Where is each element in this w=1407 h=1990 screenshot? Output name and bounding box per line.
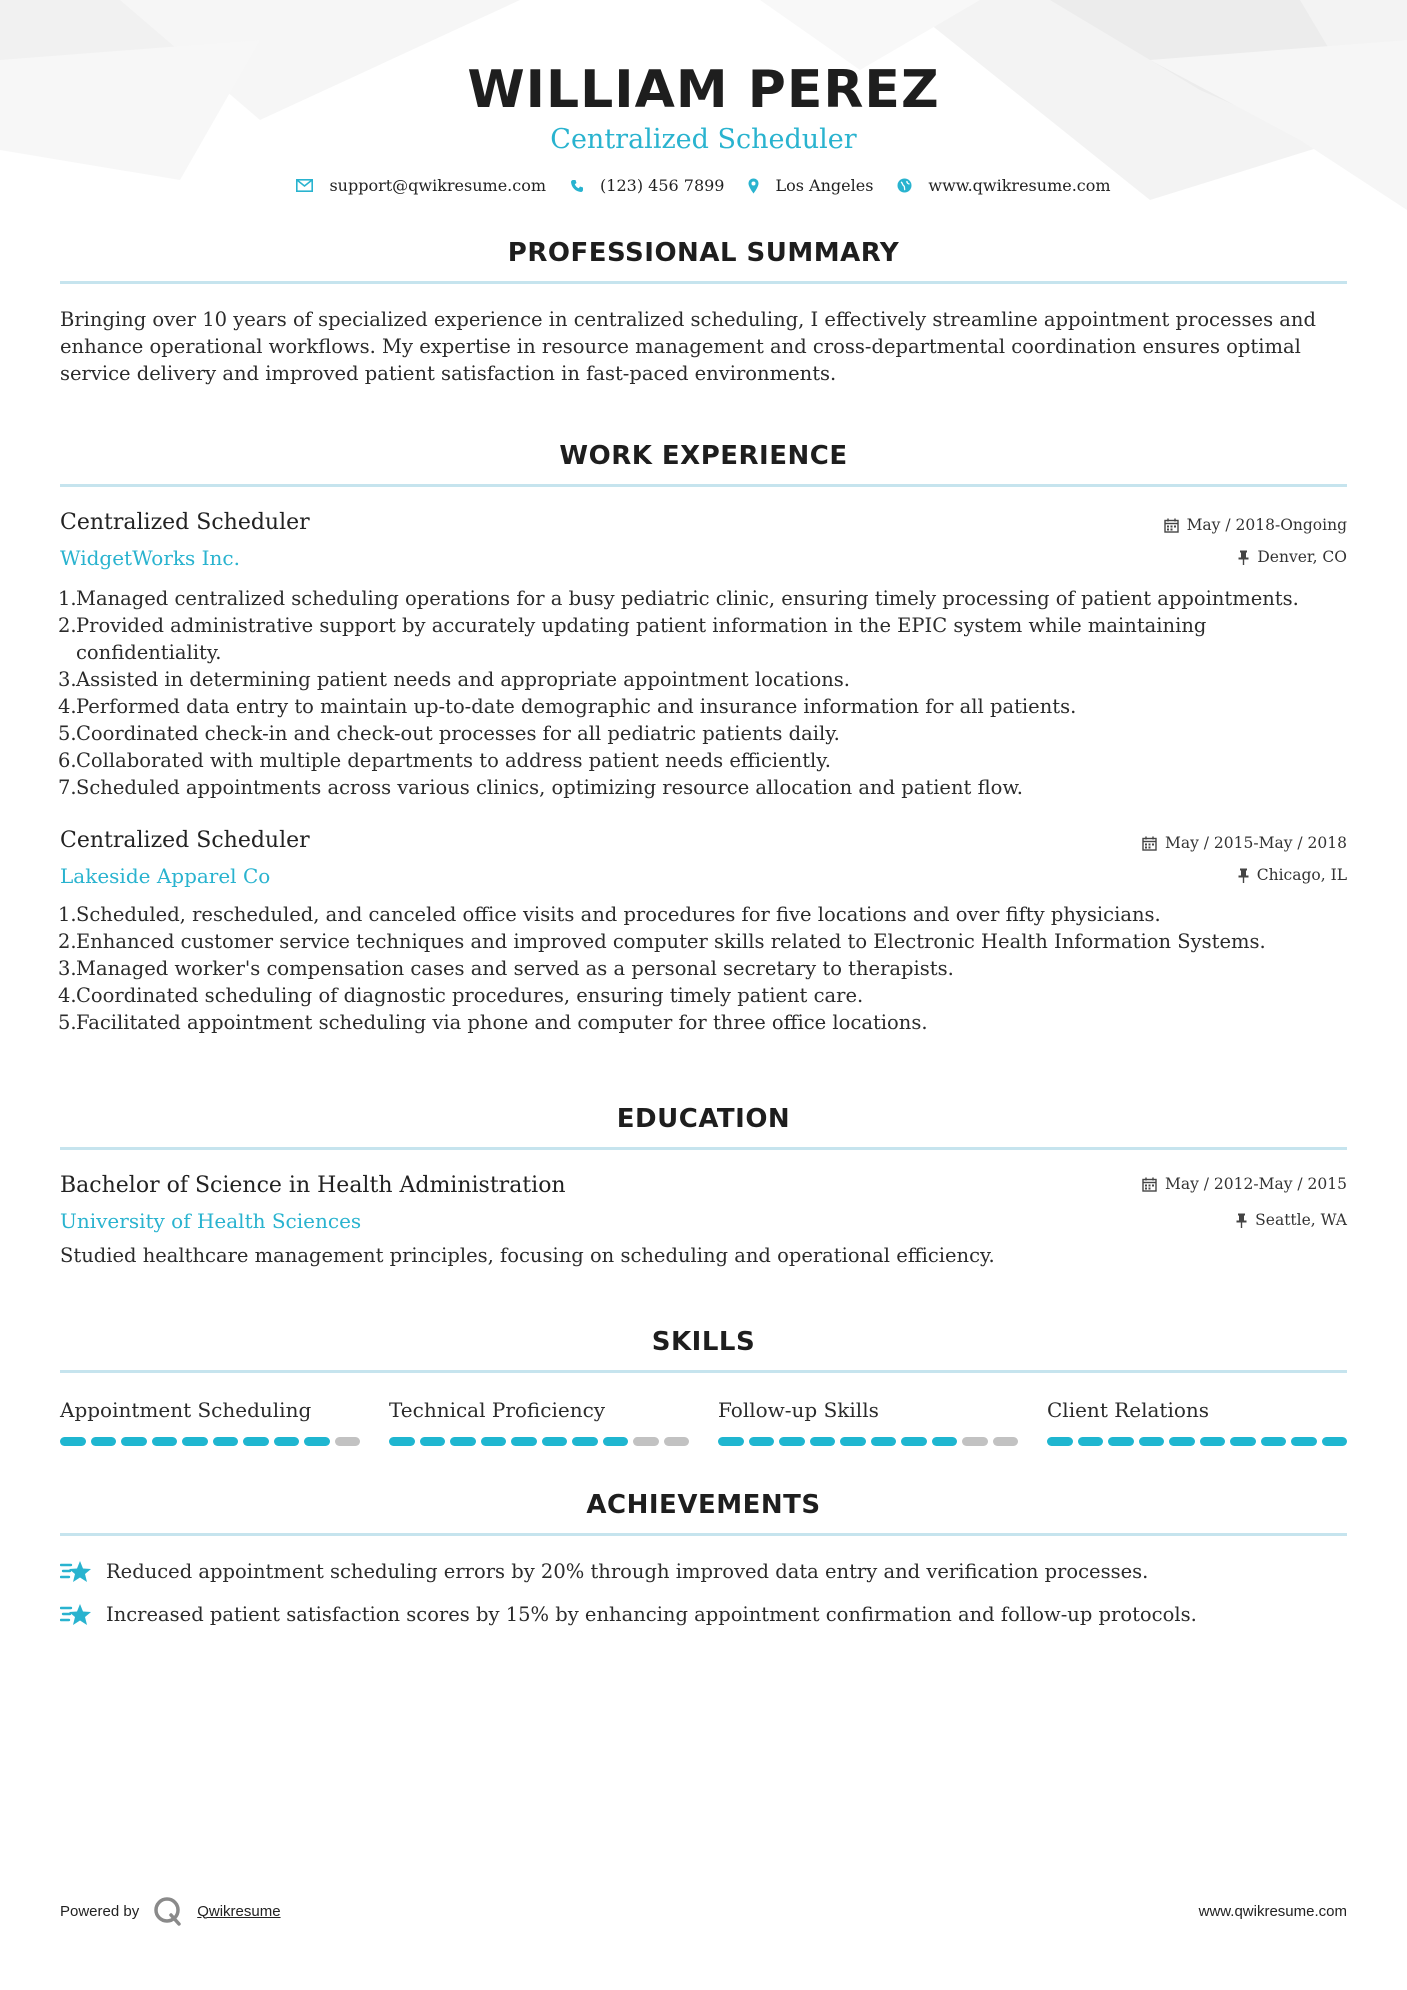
achievement-text: Reduced appointment scheduling errors by 20% through improved data entry and verification processes. xyxy=(106,1560,1149,1583)
summary-text: Bringing over 10 years of specialized experience in centralized scheduling, I effectively streamline appointment processes and enhance operational workflows. My expertise in resource management and cross-departmental coordination ensures optimal service delivery and improved patient satisfaction in fast-paced environments. xyxy=(60,308,1316,385)
list-item: 7. Scheduled appointments across various clinics, optimizing resource allocation and patient flow. xyxy=(58,776,1023,799)
calendar-icon xyxy=(1142,836,1157,851)
skill-rating xyxy=(718,1437,1018,1446)
skill-rating xyxy=(60,1437,360,1446)
skill-dot-empty xyxy=(633,1437,659,1446)
job-company: WidgetWorks Inc. xyxy=(60,546,240,570)
skill-item xyxy=(60,1397,360,1446)
skill-dot-filled xyxy=(152,1437,178,1446)
skill-dot-filled xyxy=(1230,1437,1256,1446)
contact-location xyxy=(748,176,873,195)
list-item: 4. Performed data entry to maintain up-to-date demographic and insurance information for all patients. xyxy=(58,695,1077,718)
section-divider xyxy=(60,1533,1347,1536)
pushpin-icon xyxy=(1238,550,1249,565)
calendar-icon xyxy=(1164,518,1179,533)
job-company: Lakeside Apparel Co xyxy=(60,864,271,888)
skill-dot-filled xyxy=(60,1437,86,1446)
degree-title: Bachelor of Science in Health Administration xyxy=(60,1173,566,1198)
skill-dot-filled xyxy=(572,1437,598,1446)
skill-item xyxy=(1047,1397,1347,1446)
list-item: 3. Assisted in determining patient needs and appropriate appointment locations. xyxy=(58,668,850,691)
job-meta xyxy=(1142,827,1347,886)
job-title: Centralized Scheduler xyxy=(60,510,310,535)
skill-dot-filled xyxy=(840,1437,866,1446)
skill-dot-filled xyxy=(1078,1437,1104,1446)
job-bullets xyxy=(60,901,1347,1036)
skill-dot-filled xyxy=(213,1437,239,1446)
skill-dot-filled xyxy=(511,1437,537,1446)
job-entry xyxy=(60,509,1347,801)
skill-dot-filled xyxy=(901,1437,927,1446)
skill-dot-filled xyxy=(481,1437,507,1446)
skill-dot-filled xyxy=(1200,1437,1226,1446)
school-name: University of Health Sciences xyxy=(60,1209,362,1233)
map-pin-icon xyxy=(748,178,759,194)
skill-dot-filled xyxy=(1322,1437,1348,1446)
education-heading: EDUCATION xyxy=(616,1104,791,1134)
list-item: 4. Coordinated scheduling of diagnostic procedures, ensuring timely patient care. xyxy=(58,984,864,1007)
contact-bar xyxy=(60,176,1347,195)
footer-website[interactable]: www.qwikresume.com xyxy=(1198,1902,1347,1920)
contact-email-text: support@qwikresume.com xyxy=(329,176,547,195)
envelope-icon xyxy=(296,179,313,192)
skills-section xyxy=(60,1327,1347,1446)
skill-dot-filled xyxy=(603,1437,629,1446)
skill-name: Technical Proficiency xyxy=(389,1398,606,1422)
candidate-name: WILLIAM PEREZ xyxy=(467,60,940,120)
experience-heading: WORK EXPERIENCE xyxy=(559,441,848,471)
experience-section xyxy=(60,441,1347,1036)
skills-list xyxy=(60,1397,1347,1446)
star-icon xyxy=(60,1602,92,1628)
skill-dot-filled xyxy=(810,1437,836,1446)
skill-name: Follow-up Skills xyxy=(718,1398,879,1422)
job-location: Denver, CO xyxy=(1257,548,1347,566)
skill-dot-filled xyxy=(91,1437,117,1446)
job-location: Chicago, IL xyxy=(1256,866,1347,884)
star-icon xyxy=(60,1559,92,1585)
contact-phone[interactable] xyxy=(570,176,724,195)
resume-header xyxy=(60,0,1347,195)
skill-dot-filled xyxy=(450,1437,476,1446)
contact-location-text: Los Angeles xyxy=(775,176,874,195)
contact-phone-text: (123) 456 7899 xyxy=(600,176,725,195)
list-item: 2. Provided administrative support by accurately updating patient information in the EPIC system while maintaining confidentiality. xyxy=(58,614,1207,664)
skill-dot-filled xyxy=(1139,1437,1165,1446)
list-item: 5. Coordinated check-in and check-out processes for all pediatric patients daily. xyxy=(58,722,840,745)
pushpin-icon xyxy=(1236,1213,1247,1228)
skill-dot-filled xyxy=(274,1437,300,1446)
skill-dot-filled xyxy=(779,1437,805,1446)
skill-dot-filled xyxy=(304,1437,330,1446)
achievements-heading: ACHIEVEMENTS xyxy=(586,1490,821,1520)
skill-dot-filled xyxy=(1261,1437,1287,1446)
skill-dot-empty xyxy=(962,1437,988,1446)
skill-rating xyxy=(389,1437,689,1446)
achievement-item xyxy=(60,1601,1347,1628)
section-divider xyxy=(60,281,1347,284)
contact-website[interactable] xyxy=(897,176,1110,195)
skill-dot-filled xyxy=(871,1437,897,1446)
skill-name: Appointment Scheduling xyxy=(60,1398,312,1422)
powered-by-label: Powered by xyxy=(60,1902,140,1920)
skill-dot-empty xyxy=(335,1437,361,1446)
list-item: 5. Facilitated appointment scheduling via phone and computer for three office locations. xyxy=(58,1011,928,1034)
list-item: 2. Enhanced customer service techniques and improved computer skills related to Electronic Health Information Systems. xyxy=(58,930,1266,953)
achievement-text: Increased patient satisfaction scores by 15% by enhancing appointment confirmation and follow-up protocols. xyxy=(106,1603,1197,1626)
job-meta xyxy=(1164,509,1347,568)
job-title: Centralized Scheduler xyxy=(60,828,310,853)
achievements-section xyxy=(60,1490,1347,1628)
achievement-item xyxy=(60,1558,1347,1585)
education-section xyxy=(60,1104,1347,1269)
education-location: Seattle, WA xyxy=(1255,1211,1347,1229)
skill-dot-filled xyxy=(420,1437,446,1446)
skill-dot-filled xyxy=(1291,1437,1317,1446)
list-item: 1. Scheduled, rescheduled, and canceled office visits and procedures for five locations and over fifty physicians. xyxy=(58,903,1161,926)
page-footer xyxy=(60,1896,1347,1926)
education-dates: May / 2012-May / 2015 xyxy=(1164,1175,1347,1193)
summary-section xyxy=(60,238,1347,387)
qwikresume-logo-icon xyxy=(153,1896,183,1926)
contact-email[interactable] xyxy=(296,176,546,195)
skill-dot-empty xyxy=(993,1437,1019,1446)
candidate-role: Centralized Scheduler xyxy=(550,124,857,155)
skill-dot-filled xyxy=(1047,1437,1073,1446)
skill-dot-filled xyxy=(749,1437,775,1446)
job-bullets xyxy=(60,585,1347,801)
skill-dot-filled xyxy=(1108,1437,1134,1446)
education-description: Studied healthcare management principles, focusing on scheduling and operational efficiency. xyxy=(60,1244,995,1267)
skill-dot-filled xyxy=(121,1437,147,1446)
skill-dot-filled xyxy=(389,1437,415,1446)
skill-dot-filled xyxy=(182,1437,208,1446)
skills-heading: SKILLS xyxy=(651,1327,756,1357)
section-divider xyxy=(60,1147,1347,1150)
education-meta xyxy=(1142,1172,1347,1231)
pushpin-icon xyxy=(1238,868,1249,883)
skill-item xyxy=(718,1397,1018,1446)
list-item: 6. Collaborated with multiple departments to address patient needs efficiently. xyxy=(58,749,831,772)
brand-link[interactable]: Qwikresume xyxy=(197,1902,281,1920)
globe-icon xyxy=(897,178,912,193)
job-dates: May / 2015-May / 2018 xyxy=(1164,834,1347,852)
contact-website-text: www.qwikresume.com xyxy=(928,176,1111,195)
job-dates: May / 2018-Ongoing xyxy=(1186,516,1347,534)
summary-heading: PROFESSIONAL SUMMARY xyxy=(507,238,900,268)
skill-dot-filled xyxy=(243,1437,269,1446)
job-entry xyxy=(60,827,1347,1036)
skill-dot-filled xyxy=(718,1437,744,1446)
skill-dot-filled xyxy=(542,1437,568,1446)
section-divider xyxy=(60,484,1347,487)
calendar-icon xyxy=(1142,1177,1157,1192)
skill-item xyxy=(389,1397,689,1446)
list-item: 3. Managed worker's compensation cases and served as a personal secretary to therapists. xyxy=(58,957,954,980)
section-divider xyxy=(60,1370,1347,1373)
list-item: 1. Managed centralized scheduling operations for a busy pediatric clinic, ensuring timely processing of patient appointments. xyxy=(58,587,1299,610)
skill-name: Client Relations xyxy=(1047,1398,1210,1422)
skill-rating xyxy=(1047,1437,1347,1446)
skill-dot-filled xyxy=(932,1437,958,1446)
skill-dot-filled xyxy=(1169,1437,1195,1446)
skill-dot-empty xyxy=(664,1437,690,1446)
phone-icon xyxy=(570,179,584,193)
